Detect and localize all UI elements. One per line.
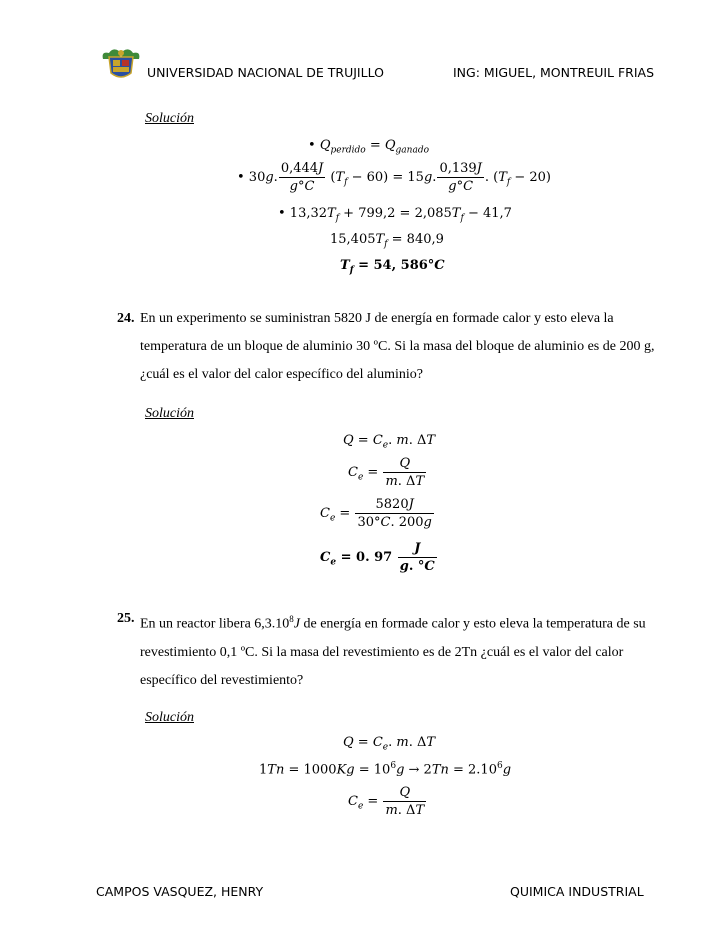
result-specific-heat-aluminum: $C_e = 0$. 97 $\frac{J}{g. ^\circ C}$ <box>320 541 435 574</box>
equation-heat-formula: $Q = C_e$. m. ΔT <box>343 433 436 451</box>
equation-ce-formula-2: $C_e$ = $\frac{Q}{m. \Delta T}$ <box>348 785 425 818</box>
equation-ce-formula: $C_e$ = $\frac{Q}{m. \Delta T}$ <box>348 456 425 489</box>
equation-mass-conversion: $1Tn = 1000Kg = 10^6g \to 2Tn = 2.10^6g$ <box>259 761 512 778</box>
problem-25-text-before: En un reactor libera 6,3.10 <box>140 616 290 632</box>
header-university: UNIVERSIDAD NACIONAL DE TRUJILLO <box>147 65 384 80</box>
problem-25-exponent: 8 <box>289 614 294 624</box>
problem-24 <box>117 305 677 389</box>
footer-course: QUIMICA INDUSTRIAL <box>510 884 644 899</box>
equation-simplified: $15,405T_f = 840,9$ <box>330 232 444 250</box>
equation-heat-balance: • $Q_{perdido} = Q_{ganado}$ <box>308 138 430 156</box>
problem-25-unit: J <box>293 616 300 632</box>
equation-expanded: • $13,32T_f + 799,2 = 2,085T_f - 41,7$ <box>278 206 512 224</box>
solution-label-3: Solución <box>145 710 194 725</box>
equation-heat-formula-2: $Q = C_e$. m. ΔT <box>343 735 436 753</box>
problem-25 <box>117 605 677 695</box>
header-instructor: ING: MIGUEL, MONTREUIL FRIAS <box>453 65 655 80</box>
solution-label-2: Solución <box>145 406 194 421</box>
problem-24-number: 24. <box>117 311 135 326</box>
solution-label-1: Solución <box>145 111 194 126</box>
result-final-temperature: $T_f = 54$, 586°C <box>340 258 445 276</box>
university-crest-logo <box>99 45 143 83</box>
equation-substitution: • 30g. $\frac{0,444J}{g^\circ C}$ $(T_f - 60) = 15g$. $\frac{0,139J}{g^\circ C}$ . $(T_f - 20)$ <box>237 161 552 194</box>
problem-24-text: En un experimento se suministran 5820 J de energía en formade calor y esto eleva la temperatura de un bloque de aluminio 30 ºC. Si la masa del bloque de aluminio es de 200 g, ¿cuál es el valor del calor específico del aluminio? <box>140 311 655 382</box>
footer-author: CAMPOS VASQUEZ, HENRY <box>96 884 264 899</box>
problem-25-text-after: de energía en formade calor y esto eleva la temperatura de su revestimiento 0,1 ºC. Si la masa del revestimiento es de 2Tn ¿cuál es el valor del calor específico del revestimiento? <box>140 616 646 688</box>
equation-ce-substitution: $C_e$ = $\frac{5820J}{30^\circ C. 200g}$ <box>320 497 432 530</box>
problem-25-number: 25. <box>117 611 135 626</box>
